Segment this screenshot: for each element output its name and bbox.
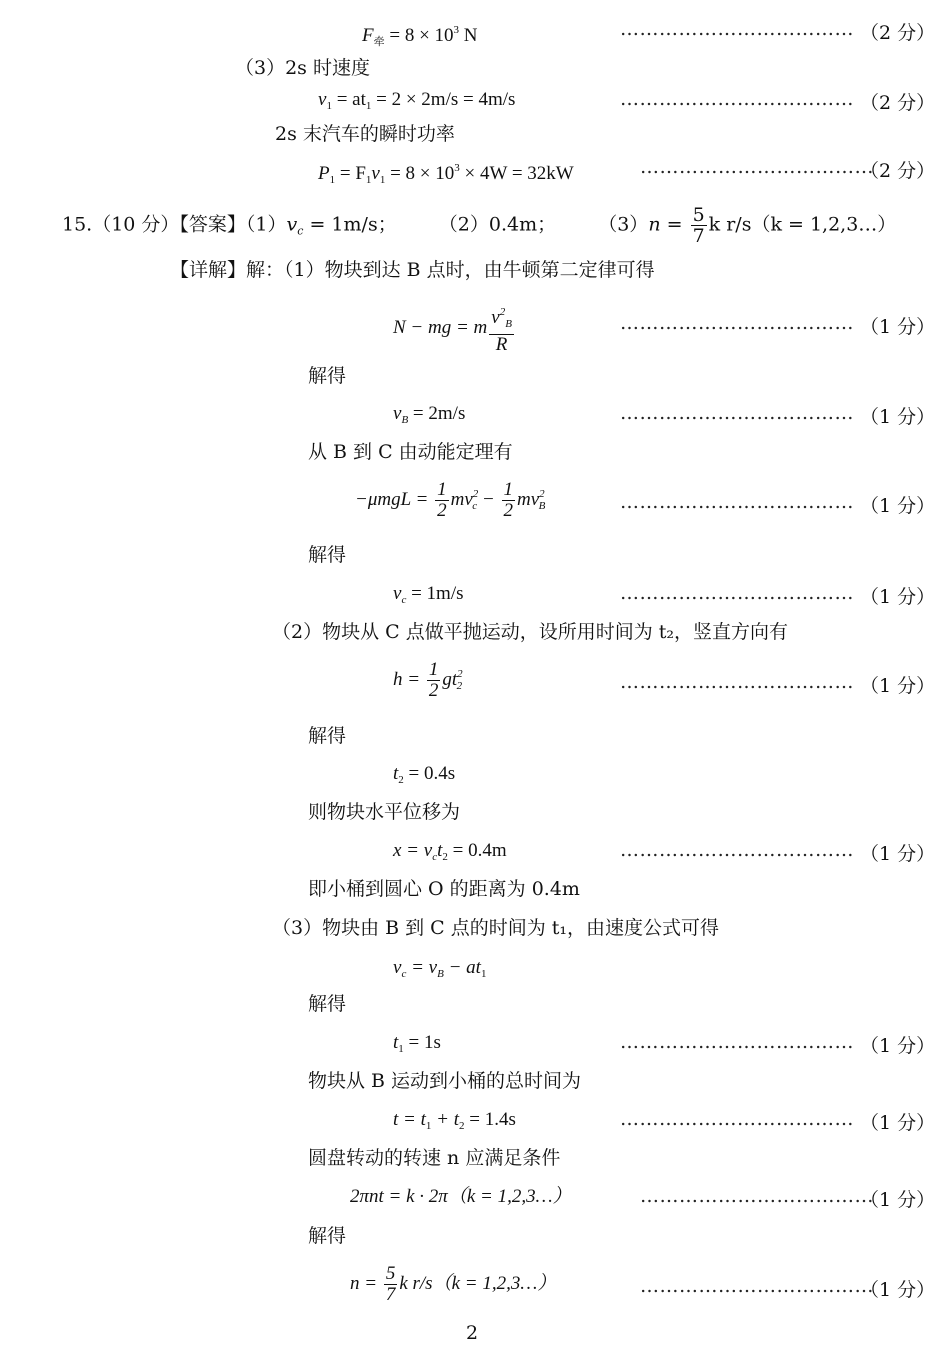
score-mark: （1 分）	[860, 675, 936, 697]
distance-text: 即小桶到圆心 O 的距离为 0.4m	[308, 878, 580, 900]
leader-dots: ………………………………	[620, 312, 854, 334]
score-mark: （1 分）	[860, 406, 936, 428]
leader-dots: ………………………………	[620, 839, 854, 861]
score-mark: （2 分）	[860, 92, 936, 114]
score-mark: （1 分）	[860, 1189, 936, 1211]
rotation-condition-text: 圆盘转动的转速 n 应满足条件	[308, 1147, 561, 1169]
jiede-text: 解得	[308, 544, 347, 566]
fraction: $\frac{5}{7}$	[692, 204, 705, 247]
leader-dots: ………………………………	[620, 88, 854, 110]
jiede-text: 解得	[308, 365, 347, 387]
subquestion-3-text: （3）物块由 B 到 C 点的时间为 t₁，由速度公式可得	[272, 917, 720, 939]
equation-velocity-formula: $v_c = v_B - at_1$	[393, 957, 487, 980]
equation-t2: $t_2 = 0.4s$	[393, 763, 456, 786]
equation-velocity-2s: $v_1 = at_1 = 2 \times 2m/s = 4m/s$	[318, 89, 516, 112]
score-mark: （2 分）	[860, 22, 936, 44]
power-text: 2s 末汽车的瞬时功率	[275, 123, 455, 145]
equation-vB: $v_B = 2m/s$	[393, 403, 466, 426]
detail-heading: 【详解】解：（1）物块到达 B 点时，由牛顿第二定律可得	[170, 259, 655, 281]
jiede-text: 解得	[308, 1225, 347, 1247]
jiede-text: 解得	[308, 725, 347, 747]
subquestion-2-text: （2）物块从 C 点做平抛运动，设所用时间为 t₂，竖直方向有	[272, 621, 788, 643]
leader-dots: ………………………………	[640, 156, 874, 178]
score-mark: （1 分）	[860, 586, 936, 608]
equation-work-energy: −μmgL = $\frac{1}{2}$ $mv^2_c$ − $\frac{1}{2}$ $mv^2_B$	[355, 479, 546, 521]
leader-dots: ………………………………	[620, 1108, 854, 1130]
score-mark: （1 分）	[860, 1279, 936, 1301]
leader-dots: ………………………………	[620, 671, 854, 693]
leader-dots: ………………………………	[620, 402, 854, 424]
fraction: $\frac{5}{7}$	[385, 1263, 396, 1305]
equation-x: $x = v_ct_2 = 0.4m$	[393, 840, 507, 863]
leader-dots: ………………………………	[620, 491, 854, 513]
score-mark: （2 分）	[860, 160, 936, 182]
leader-dots: ………………………………	[620, 18, 854, 40]
equation-traction-force: $F_牵 = 8 \times 10^3$ N	[362, 24, 478, 48]
score-mark: （1 分）	[860, 1112, 936, 1134]
equation-total-time: $t = t_1 + t_2 = 1.4s$	[393, 1109, 516, 1132]
subquestion-3-heading: （3）2s 时速度	[235, 57, 370, 79]
leader-dots: ………………………………	[620, 1031, 854, 1053]
leader-dots: ………………………………	[640, 1185, 874, 1207]
equation-newton-second-law: N − mg = m $\frac{v^2_B}{R}$	[393, 302, 516, 355]
equation-vc: $v_c = 1m/s$	[393, 583, 464, 606]
equation-t1: $t_1 = 1s$	[393, 1032, 441, 1055]
equation-rotation: 2πnt = k · 2π（k = 1,2,3…）	[350, 1186, 572, 1207]
score-mark: （1 分）	[860, 1035, 936, 1057]
horizontal-displacement-text: 则物块水平位移为	[308, 801, 461, 823]
jiede-text: 解得	[308, 993, 347, 1015]
fraction: $\frac{1}{2}$	[428, 659, 439, 701]
total-time-text: 物块从 B 运动到小桶的总时间为	[308, 1070, 582, 1092]
leader-dots: ………………………………	[620, 582, 854, 604]
work-energy-text: 从 B 到 C 由动能定理有	[308, 441, 513, 463]
equation-speed-n: n = $\frac{5}{7}$ k r/s（k = 1,2,3…）	[350, 1263, 557, 1305]
page-number: 2	[466, 1322, 479, 1344]
equation-free-fall: h = $\frac{1}{2}$ $gt^2_2$	[393, 659, 463, 701]
fraction: $\frac{v^2_B}{R}$	[489, 302, 514, 355]
equation-power: $P_1 = F_1v_1 = 8 \times 10^3 \times 4W = 32kW$	[318, 162, 574, 186]
score-mark: （1 分）	[860, 316, 936, 338]
fraction: $\frac{1}{2}$	[503, 479, 513, 521]
question-15-answer: 15.（10 分）【答案】$(1)v_c = 1m/s$； （2）0.4m； （3）n = $\frac{5}{7}$ k r/s（k = 1,2,3…）	[62, 204, 897, 247]
score-mark: （1 分）	[860, 843, 936, 865]
fraction: $\frac{1}{2}$	[437, 479, 447, 521]
leader-dots: ………………………………	[640, 1275, 874, 1297]
score-mark: （1 分）	[860, 495, 936, 517]
